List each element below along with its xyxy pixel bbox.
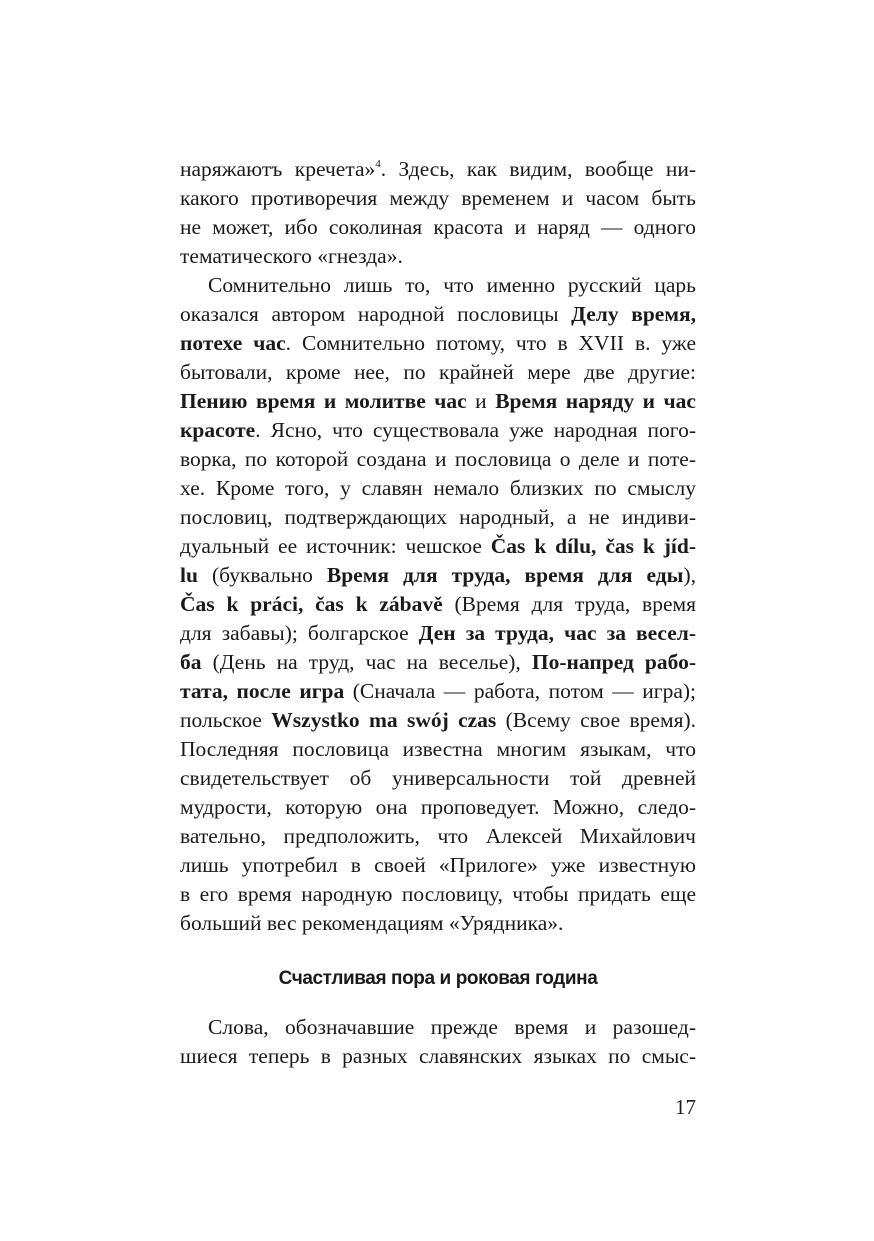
proverb: тата, после игра xyxy=(180,679,345,703)
text-line: Последняя пословица известна многим языкам, что xyxy=(180,737,696,761)
text-line: в его время народную пословицу, чтобы придать еще xyxy=(180,882,696,906)
text-line: ба (День на труд, час на веселье), По-напред рабо- xyxy=(180,650,696,674)
proverb: Делу время, xyxy=(571,302,696,326)
text-line: тата, после игра (Сначала — работа, потом — игра); xyxy=(180,679,697,703)
text-line: красоте. Ясно, что существовала уже народная пого- xyxy=(180,418,696,442)
text-line: больший вес рекомендациям «Урядника». xyxy=(180,911,564,935)
text-line: Сомнительно лишь то, что именно русский царь xyxy=(208,273,696,297)
proverb: Время для труда, время для еды xyxy=(326,563,684,587)
text-line: дуальный ее источник: чешское Čas k dílu, čas k jíd- xyxy=(180,534,696,558)
text-line: для забавы); болгарское Ден за труда, час за весел- xyxy=(180,621,696,645)
text-line: шиеся теперь в разных славянских языках по смыс- xyxy=(180,1044,696,1068)
section-heading: Счастливая пора и роковая година xyxy=(278,968,598,989)
proverb: Пению время и молитве час xyxy=(180,389,467,413)
text-line: вательно, предположить, что Алексей Михайлович xyxy=(180,824,696,848)
text-line: lu (буквально Время для труда, время для еды), xyxy=(180,563,696,587)
proverb: красоте xyxy=(180,418,256,442)
proverb: Čas k práci, čas k zábavě xyxy=(180,592,443,616)
footnote-marker: 4 xyxy=(375,158,381,170)
proverb: По-напред рабо- xyxy=(531,650,696,674)
text-line: Слова, обозначавшие прежде время и разошед- xyxy=(208,1015,696,1039)
proverb: lu xyxy=(180,563,198,587)
text-line: хе. Кроме того, у славян немало близких по смыслу xyxy=(180,476,696,500)
text-line: наряжаютъ кречета»$^4$. Здесь, как видим, вообще ни- xyxy=(180,157,696,181)
proverb: потехе час xyxy=(180,331,286,355)
text-line: какого противоречия между временем и часом быть xyxy=(180,186,696,210)
text-line: ворка, по которой создана и пословица о деле и поте- xyxy=(180,447,696,471)
text-line: бытовали, кроме нее, по крайней мере две другие: xyxy=(180,360,696,384)
proverb: Čas k dílu, čas k jíd- xyxy=(490,534,696,558)
page-number: 17 xyxy=(675,1095,696,1119)
proverb: Время наряду и час xyxy=(495,389,696,413)
text-line: лишь употребил в своей «Прилоге» уже известную xyxy=(180,853,696,877)
text-line: Čas k práci, čas k zábavě (Время для труда, время xyxy=(180,592,696,616)
proverb: ба xyxy=(180,650,202,674)
proverb: Wszystko ma swój czas xyxy=(271,708,497,732)
text-line: Пению время и молитве час и Время наряду и час xyxy=(180,389,696,413)
proverb: Ден за труда, час за весел- xyxy=(418,621,696,645)
text-line: оказался автором народной пословицы Делу время, xyxy=(180,302,696,326)
text-line: потехе час. Сомнительно потому, что в XVII в. уже xyxy=(180,331,696,355)
text-line: мудрости, которую она проповедует. Можно, следо- xyxy=(180,795,696,819)
text-line: не может, ибо соколиная красота и наряд — одного xyxy=(180,215,696,239)
text-line: свидетельствует об универсальности той древней xyxy=(180,766,696,790)
text-line: польское Wszystko ma swój czas (Всему свое время). xyxy=(180,708,696,732)
text-line: тематического «гнезда». xyxy=(180,244,403,268)
text-line: пословиц, подтверждающих народный, а не индиви- xyxy=(180,505,696,529)
